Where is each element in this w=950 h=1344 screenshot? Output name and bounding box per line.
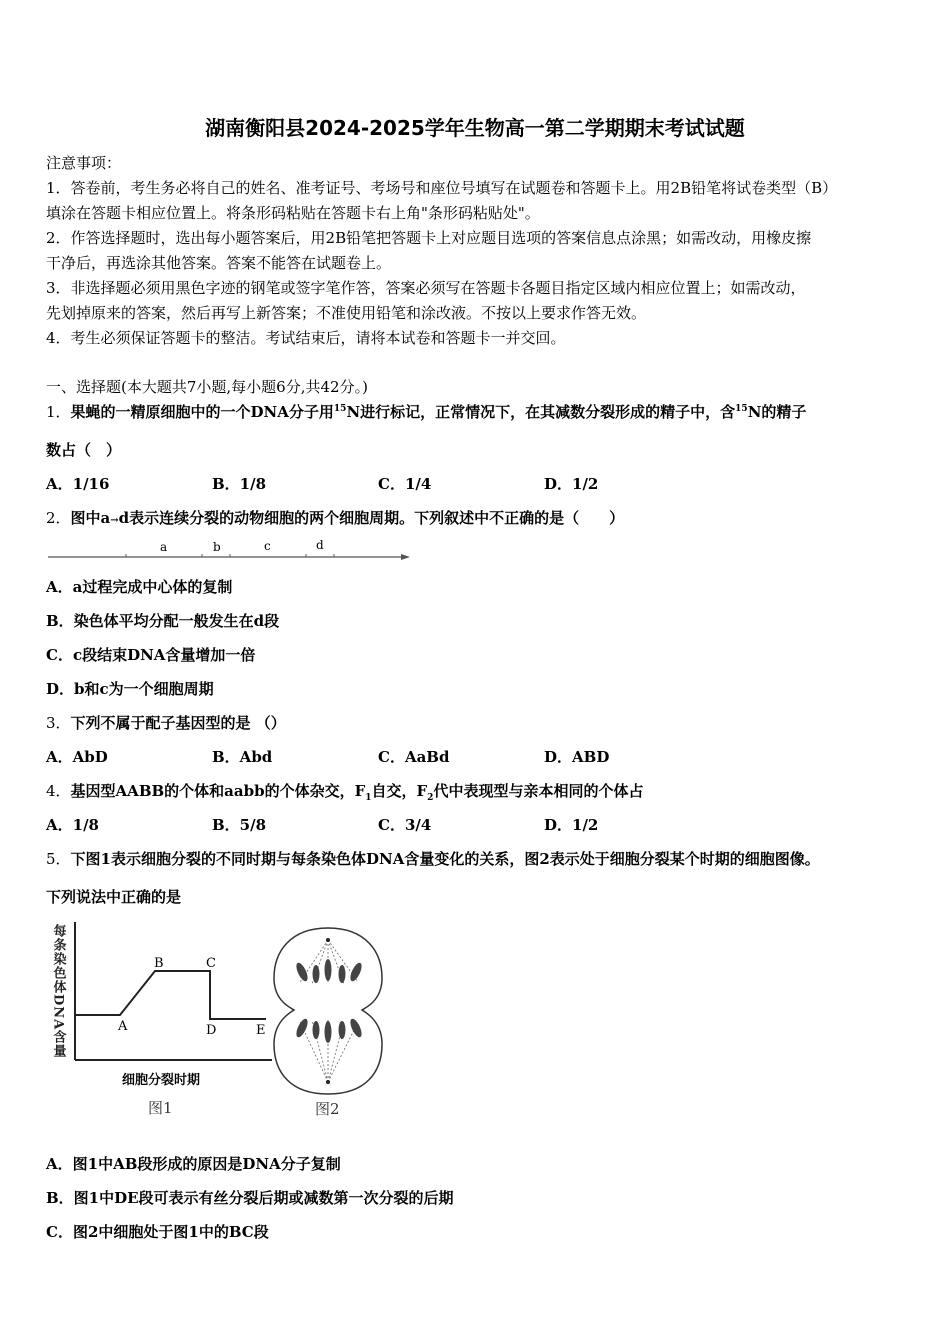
segment-label-b: b xyxy=(213,540,221,554)
notice-line: 2．作答选择题时，选出每小题答案后，用2B铅笔把答题卡上对应题目选项的答案信息点涂黑；如需改动，用橡皮擦 xyxy=(46,229,812,247)
option-d[interactable]: D．1/2 xyxy=(544,475,599,493)
segment-label-a: a xyxy=(160,540,168,554)
question-text: 下列不属于配子基因型的是 （） xyxy=(70,714,286,732)
option-a[interactable]: A．a过程完成中心体的复制 xyxy=(46,578,233,596)
option-a[interactable]: A．1/8 xyxy=(46,816,99,834)
option-b[interactable]: B．Abd xyxy=(212,748,273,766)
question-1 xyxy=(46,401,806,422)
subscript: 1 xyxy=(365,793,372,803)
point-label-c: C xyxy=(206,956,216,971)
q3-options xyxy=(46,746,710,767)
option-c[interactable]: C．AaBd xyxy=(378,748,450,766)
point-label-d: D xyxy=(206,1023,217,1038)
notice-line: 填涂在答题卡相应位置上。将条形码粘贴在答题卡右上角"条形码粘贴处"。 xyxy=(46,204,540,222)
point-label-b: B xyxy=(154,956,164,971)
arrow-glyph: → xyxy=(110,515,119,526)
figure-1-dna-graph xyxy=(44,916,274,1126)
notice-heading: 注意事项： xyxy=(46,154,122,172)
question-text: 图中a xyxy=(70,509,111,527)
question-2 xyxy=(46,507,624,528)
question-text: 下图1表示细胞分裂的不同时期与每条染色体DNA含量变化的关系，图2表示处于细胞分裂某个时期的细胞图像。 xyxy=(70,850,820,868)
option-b[interactable]: B．染色体平均分配一般发生在d段 xyxy=(46,612,280,630)
notice-line: 3．非选择题必须用黑色字迹的钢笔或签字笔作答，答案必须写在答题卡各题目指定区域内相应位置上；如需改动， xyxy=(46,279,806,297)
figure-2-cell-image xyxy=(270,922,390,1122)
y-axis-label: 每条染色体DNA含量 xyxy=(50,924,66,1059)
chromosomes-top xyxy=(294,959,364,983)
segment-label-d: d xyxy=(316,538,324,552)
centriole-bottom xyxy=(326,1080,330,1084)
section-heading: 一、选择题(本大题共7小题,每小题6分,共42分。) xyxy=(46,378,368,396)
question-number: 3． xyxy=(46,714,71,732)
option-b[interactable]: B．1/8 xyxy=(212,475,267,493)
question-text: 自交，F xyxy=(371,782,428,800)
notice-line: 1．答卷前，考生务必将自己的姓名、准考证号、考场号和座位号填写在试题卷和答题卡上。用2B铅笔将试卷类型（B） xyxy=(46,179,838,197)
option-c[interactable]: C．图2中细胞处于图1中的BC段 xyxy=(46,1223,269,1241)
question-text: d表示连续分裂的动物细胞的两个细胞周期。下列叙述中不正确的是（ ） xyxy=(118,509,625,527)
centriole-top xyxy=(326,938,330,942)
segment-label-c: c xyxy=(264,539,271,553)
notice-line: 4．考生必须保证答题卡的整洁。考试结束后，请将本试卷和答题卡一并交回。 xyxy=(46,329,566,347)
question-number: 5． xyxy=(46,850,71,868)
figure-2-caption: 图2 xyxy=(315,1100,340,1118)
page-title: 湖南衡阳县2024-2025学年生物高一第二学期期末考试试题 xyxy=(205,116,745,140)
option-d[interactable]: D．1/2 xyxy=(544,816,599,834)
option-a[interactable]: A．1/16 xyxy=(46,475,110,493)
question-text: N的精子 xyxy=(747,403,807,421)
option-a[interactable]: A．AbD xyxy=(46,748,108,766)
point-label-e: E xyxy=(256,1023,266,1038)
question-number: 4． xyxy=(46,782,71,800)
option-c[interactable]: C．3/4 xyxy=(378,816,432,834)
question-3 xyxy=(46,712,286,733)
superscript: 15 xyxy=(333,404,347,414)
option-c[interactable]: C．1/4 xyxy=(378,475,432,493)
option-b[interactable]: B．5/8 xyxy=(212,816,267,834)
figure-1-caption: 图1 xyxy=(148,1099,173,1117)
subscript: 2 xyxy=(427,793,434,803)
option-b[interactable]: B．图1中DE段可表示有丝分裂后期或减数第一次分裂的后期 xyxy=(46,1189,454,1207)
notice-line: 干净后，再选涂其他答案。答案不能答在试题卷上。 xyxy=(46,254,392,272)
question-4 xyxy=(46,780,643,803)
point-label-a: A xyxy=(118,1019,128,1034)
dna-content-line xyxy=(75,971,266,1019)
question-number: 2． xyxy=(46,509,71,527)
option-d[interactable]: D．ABD xyxy=(544,748,610,766)
cell-cycle-diagram xyxy=(46,535,411,565)
question-text: 基因型AABB的个体和aabb的个体杂交，F xyxy=(70,782,366,800)
option-c[interactable]: C．c段结束DNA含量增加一倍 xyxy=(46,646,256,664)
chromosomes-bottom xyxy=(294,1017,364,1043)
q4-options xyxy=(46,814,710,835)
question-text: 代中表现型与亲本相同的个体占 xyxy=(433,782,644,800)
question-text: N进行标记，正常情况下，在其减数分裂形成的精子中，含 xyxy=(346,403,736,421)
superscript: 15 xyxy=(735,404,748,414)
question-5 xyxy=(46,848,820,869)
question-number: 1． xyxy=(46,403,71,421)
question-1-line2: 数占（ ） xyxy=(46,441,122,459)
option-d[interactable]: D．b和c为一个细胞周期 xyxy=(46,680,214,698)
option-a[interactable]: A．图1中AB段形成的原因是DNA分子复制 xyxy=(46,1155,341,1173)
question-5-line2: 下列说法中正确的是 xyxy=(46,888,182,906)
x-axis-label: 细胞分裂时期 xyxy=(122,1073,201,1088)
notice-line: 先划掉原来的答案，然后再写上新答案；不准使用铅笔和涂改液。不按以上要求作答无效。 xyxy=(46,304,647,322)
arrow-head-icon xyxy=(401,554,410,560)
question-text: 果蝇的一精原细胞中的一个DNA分子用 xyxy=(70,403,334,421)
q1-options xyxy=(46,473,710,494)
